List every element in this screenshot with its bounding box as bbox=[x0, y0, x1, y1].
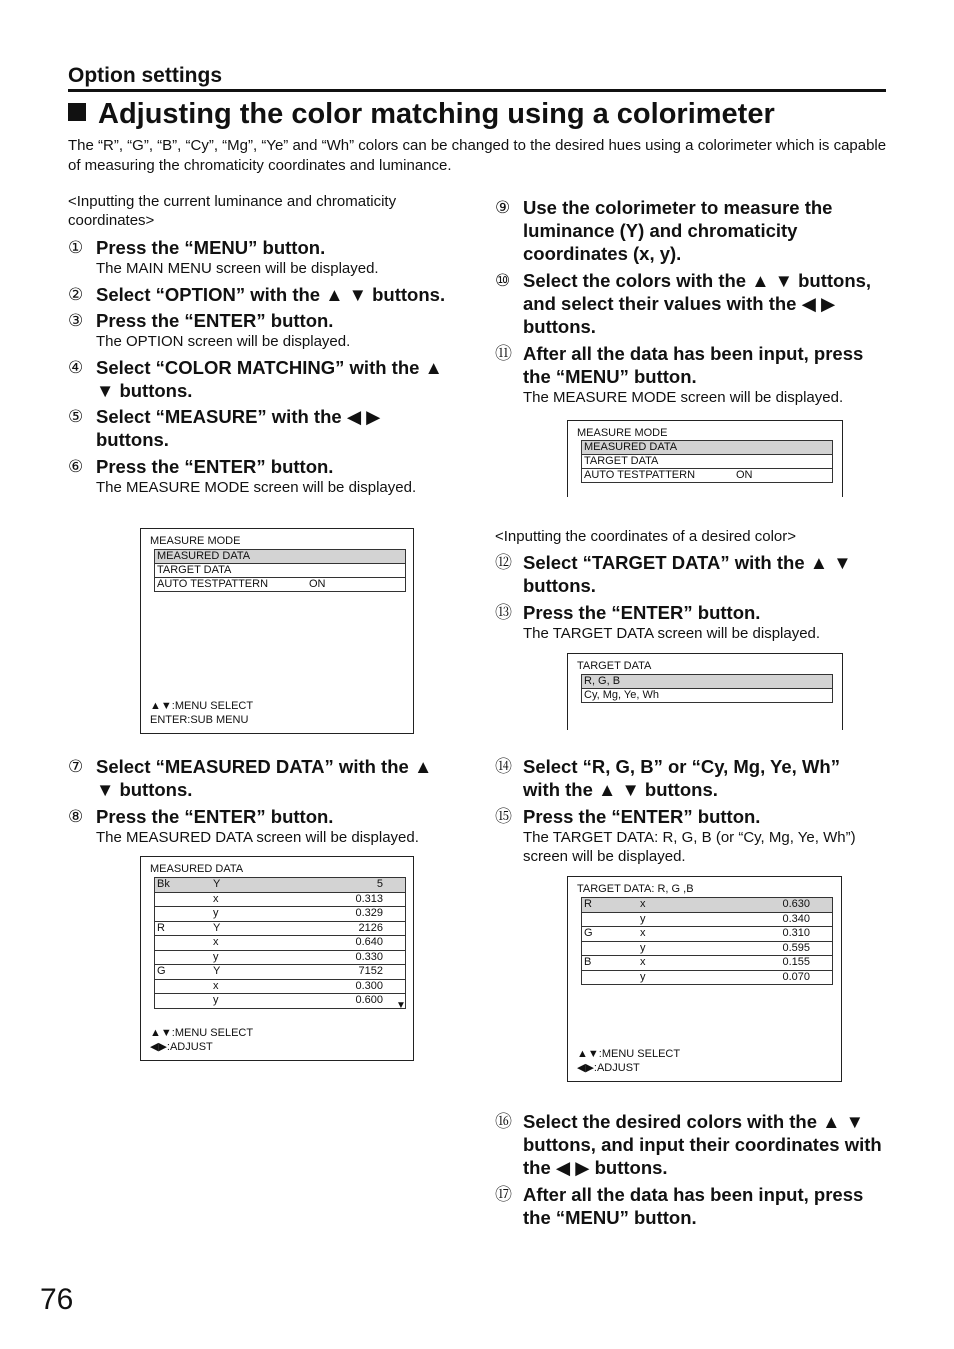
step-text: Select “TARGET DATA” with the ▲ ▼ buttons. bbox=[523, 552, 852, 596]
table-cell: y bbox=[640, 912, 646, 925]
screen-footer bbox=[577, 1047, 680, 1075]
step-note: The OPTION screen will be displayed. bbox=[96, 333, 351, 350]
step-17 bbox=[495, 1183, 885, 1229]
table-cell: G bbox=[157, 965, 166, 977]
measure-mode-screen bbox=[140, 528, 414, 734]
menu-list bbox=[154, 549, 406, 592]
target-data-screen bbox=[567, 653, 843, 730]
page-number: 76 bbox=[40, 1283, 74, 1316]
table-cell: 0.330 bbox=[355, 950, 383, 963]
table-cell: R bbox=[157, 921, 165, 934]
table-cell: y bbox=[213, 907, 219, 919]
step-number: ⑰ bbox=[495, 1185, 512, 1204]
menu-item-cy-mg-ye-wh[interactable] bbox=[582, 689, 832, 702]
table-cell bbox=[155, 980, 213, 994]
table-cell: Y bbox=[213, 878, 221, 890]
table-row[interactable] bbox=[155, 951, 405, 966]
step-number: ⑫ bbox=[495, 553, 512, 572]
measured-data-table bbox=[154, 877, 406, 1009]
step-16 bbox=[495, 1110, 885, 1179]
menu-item-rgb[interactable] bbox=[582, 675, 832, 689]
step-12 bbox=[495, 551, 875, 597]
step-note: The TARGET DATA screen will be displayed. bbox=[523, 625, 821, 642]
table-cell: 5 bbox=[376, 878, 383, 890]
step-5 bbox=[68, 405, 448, 451]
table-cell: 0.155 bbox=[782, 956, 810, 968]
table-cell: x bbox=[213, 979, 219, 992]
table-cell bbox=[155, 994, 213, 1008]
steps-1-6 bbox=[68, 236, 448, 497]
step-number: ⑪ bbox=[495, 344, 512, 363]
step-number: ⑤ bbox=[68, 407, 84, 426]
table-cell bbox=[582, 971, 640, 985]
step-9 bbox=[495, 196, 875, 265]
table-row[interactable] bbox=[155, 936, 405, 951]
step-number: ③ bbox=[68, 311, 84, 330]
table-cell bbox=[582, 942, 640, 956]
footer-menu-select: ▲▼:MENU SELECT bbox=[577, 1048, 681, 1060]
table-cell: 0.313 bbox=[355, 892, 383, 905]
step-2 bbox=[68, 283, 448, 306]
menu-item-label: MEASURED DATA bbox=[157, 550, 251, 562]
page-title bbox=[68, 98, 775, 131]
scroll-down-icon[interactable]: ▼ bbox=[396, 1000, 406, 1011]
footer-adjust: ◀▶:ADJUST bbox=[577, 1062, 640, 1074]
measure-mode-screen-2 bbox=[567, 420, 843, 497]
step-6 bbox=[68, 455, 448, 478]
screen-title: TARGET DATA bbox=[577, 660, 652, 672]
step-text: Select “R, G, B” or “Cy, Mg, Ye, Wh” with the ▲ ▼ buttons. bbox=[523, 756, 840, 800]
menu-item-value: ON bbox=[309, 578, 326, 590]
step-text: Press the “ENTER” button. bbox=[96, 806, 334, 827]
footer-adjust: ◀▶:ADJUST bbox=[150, 1041, 213, 1053]
table-cell: x bbox=[213, 936, 219, 948]
menu-item-label: AUTO TESTPATTERN bbox=[584, 469, 696, 481]
step-text: Select the desired colors with the ▲ ▼ buttons, and input their coordinates with the ◀ ▶ buttons. bbox=[523, 1111, 882, 1178]
table-cell: y bbox=[640, 941, 646, 954]
table-cell: 0.600 bbox=[355, 994, 383, 1006]
menu-item-label: TARGET DATA bbox=[584, 455, 659, 467]
table-cell: y bbox=[640, 970, 646, 983]
step-note: The MEASURED DATA screen will be displayed. bbox=[96, 829, 419, 846]
table-row[interactable] bbox=[582, 898, 832, 913]
menu-item-auto-testpattern[interactable] bbox=[582, 469, 832, 482]
step-number: ⑯ bbox=[495, 1112, 512, 1131]
steps-7-8 bbox=[68, 755, 448, 847]
step-text: Press the “ENTER” button. bbox=[523, 602, 761, 623]
table-cell bbox=[155, 907, 213, 921]
step-15 bbox=[495, 805, 875, 828]
menu-item-target-data[interactable] bbox=[582, 455, 832, 469]
table-cell: R bbox=[584, 898, 592, 910]
table-cell: 0.300 bbox=[355, 979, 383, 992]
step-3 bbox=[68, 309, 448, 332]
target-rgb-table bbox=[581, 897, 833, 985]
menu-item-label: TARGET DATA bbox=[157, 564, 232, 576]
step-8 bbox=[68, 805, 448, 828]
step-number: ⑨ bbox=[495, 198, 511, 217]
table-cell: x bbox=[213, 892, 219, 905]
table-cell bbox=[582, 913, 640, 927]
step-number: ⑦ bbox=[68, 757, 84, 776]
step-text: Use the colorimeter to measure the luminance (Y) and chromaticity coordinates (x, y). bbox=[523, 197, 833, 264]
table-cell: 0.640 bbox=[355, 936, 383, 948]
step-number: ⑧ bbox=[68, 807, 84, 826]
step-text: After all the data has been input, press the “MENU” button. bbox=[523, 1184, 864, 1228]
step-text: After all the data has been input, press the “MENU” button. bbox=[523, 343, 864, 387]
step-13 bbox=[495, 601, 875, 624]
table-row[interactable] bbox=[155, 893, 405, 908]
table-row[interactable] bbox=[155, 907, 405, 922]
left-subheading: <Inputting the current luminance and chromaticity coordinates> bbox=[68, 193, 397, 229]
screen-footer bbox=[150, 1026, 253, 1054]
table-row[interactable] bbox=[155, 994, 405, 1008]
table-cell: 2126 bbox=[358, 921, 383, 934]
screen-title: MEASURE MODE bbox=[577, 427, 668, 439]
table-row[interactable] bbox=[582, 942, 832, 957]
step-number: ② bbox=[68, 285, 84, 304]
step-number: ⑭ bbox=[495, 757, 512, 776]
screen-title: MEASURE MODE bbox=[150, 535, 241, 547]
table-row[interactable] bbox=[155, 922, 405, 937]
step-4 bbox=[68, 356, 448, 402]
step-text: Select “COLOR MATCHING” with the ▲ ▼ buttons. bbox=[96, 357, 443, 401]
step-14 bbox=[495, 755, 875, 801]
step-number: ⑥ bbox=[68, 457, 84, 476]
step-note: The MAIN MENU screen will be displayed. bbox=[96, 260, 379, 277]
table-cell: 0.329 bbox=[355, 907, 383, 919]
step-note: The TARGET DATA: R, G, B (or “Cy, Mg, Ye, Wh”) screen will be displayed. bbox=[523, 829, 856, 865]
table-row[interactable] bbox=[582, 913, 832, 928]
table-row[interactable] bbox=[582, 956, 832, 971]
table-cell: y bbox=[213, 950, 219, 963]
table-row[interactable] bbox=[582, 927, 832, 942]
step-text: Press the “MENU” button. bbox=[96, 237, 326, 258]
section-title: Option settings bbox=[68, 64, 222, 87]
right-subheading: <Inputting the coordinates of a desired color> bbox=[495, 528, 797, 545]
steps-14-15 bbox=[495, 755, 875, 866]
screen-footer bbox=[150, 699, 253, 727]
menu-item-value: ON bbox=[736, 469, 753, 481]
menu-item-measured-data[interactable] bbox=[582, 441, 832, 455]
page-title-text: Adjusting the color matching using a colorimeter bbox=[98, 98, 775, 130]
table-cell: x bbox=[640, 898, 646, 910]
step-text: Select the colors with the ▲ ▼ buttons, and select their values with the ◀ ▶ buttons. bbox=[523, 270, 872, 337]
menu-list bbox=[581, 674, 833, 703]
target-rgb-screen bbox=[567, 876, 842, 1082]
step-7 bbox=[68, 755, 448, 801]
step-text: Press the “ENTER” button. bbox=[523, 806, 761, 827]
table-cell: G bbox=[584, 927, 593, 939]
table-cell: 7152 bbox=[358, 965, 383, 977]
menu-item-measured-data[interactable] bbox=[155, 550, 405, 564]
table-cell: x bbox=[640, 956, 646, 968]
step-note: The MEASURE MODE screen will be displayed. bbox=[96, 479, 417, 496]
table-cell: 0.310 bbox=[782, 927, 810, 939]
table-cell: y bbox=[213, 994, 219, 1006]
intro-text: The “R”, “G”, “B”, “Cy”, “Mg”, “Ye” and “Wh” colors can be changed to the desired hues using a colorimeter which is capable of measuring the chromaticity coordinates and luminance. bbox=[68, 137, 887, 174]
step-text: Select “MEASURED DATA” with the ▲ ▼ buttons. bbox=[96, 756, 433, 800]
footer-menu-select: ▲▼:MENU SELECT bbox=[150, 700, 254, 712]
table-row[interactable] bbox=[155, 878, 405, 893]
step-text: Press the “ENTER” button. bbox=[96, 456, 334, 477]
menu-item-label: R, G, B bbox=[584, 675, 621, 687]
screen-title: MEASURED DATA bbox=[150, 863, 244, 875]
step-note: The MEASURE MODE screen will be displayed. bbox=[523, 389, 844, 406]
steps-16-17 bbox=[495, 1110, 885, 1229]
footer-enter-sub-menu: ENTER:SUB MENU bbox=[150, 714, 249, 726]
menu-item-auto-testpattern[interactable] bbox=[155, 578, 405, 591]
step-number: ⑩ bbox=[495, 271, 511, 290]
table-row[interactable] bbox=[155, 965, 405, 980]
menu-list bbox=[581, 440, 833, 483]
menu-item-label: AUTO TESTPATTERN bbox=[157, 578, 269, 590]
steps-12-13 bbox=[495, 551, 875, 643]
menu-item-label: Cy, Mg, Ye, Wh bbox=[584, 689, 659, 701]
square-bullet-icon bbox=[68, 103, 86, 121]
table-cell: 0.070 bbox=[782, 970, 810, 983]
footer-menu-select: ▲▼:MENU SELECT bbox=[150, 1027, 254, 1039]
measured-data-screen bbox=[140, 856, 414, 1061]
screen-title: TARGET DATA: R, G ,B bbox=[577, 883, 694, 895]
step-text: Press the “ENTER” button. bbox=[96, 310, 334, 331]
step-11 bbox=[495, 342, 875, 388]
table-cell: 0.630 bbox=[782, 898, 810, 910]
table-cell: Y bbox=[213, 965, 221, 977]
table-row[interactable] bbox=[582, 971, 832, 985]
step-1 bbox=[68, 236, 448, 259]
table-cell bbox=[155, 936, 213, 950]
step-number: ① bbox=[68, 238, 84, 257]
table-cell: 0.340 bbox=[782, 912, 810, 925]
table-row[interactable] bbox=[155, 980, 405, 995]
table-cell bbox=[155, 893, 213, 907]
menu-item-target-data[interactable] bbox=[155, 564, 405, 578]
steps-9-11 bbox=[495, 196, 875, 407]
table-cell: Bk bbox=[157, 878, 170, 890]
table-cell: 0.595 bbox=[782, 941, 810, 954]
step-text: Select “OPTION” with the ▲ ▼ buttons. bbox=[96, 284, 446, 305]
step-number: ⑬ bbox=[495, 603, 512, 622]
step-10 bbox=[495, 269, 875, 338]
step-text: Select “MEASURE” with the ◀ ▶ buttons. bbox=[96, 406, 381, 450]
table-cell bbox=[155, 951, 213, 965]
table-cell: x bbox=[640, 927, 646, 939]
table-cell: B bbox=[584, 956, 592, 968]
menu-item-label: MEASURED DATA bbox=[584, 441, 678, 453]
section-rule bbox=[68, 89, 886, 92]
step-number: ④ bbox=[68, 358, 84, 377]
step-number: ⑮ bbox=[495, 807, 512, 826]
table-cell: Y bbox=[213, 921, 221, 934]
